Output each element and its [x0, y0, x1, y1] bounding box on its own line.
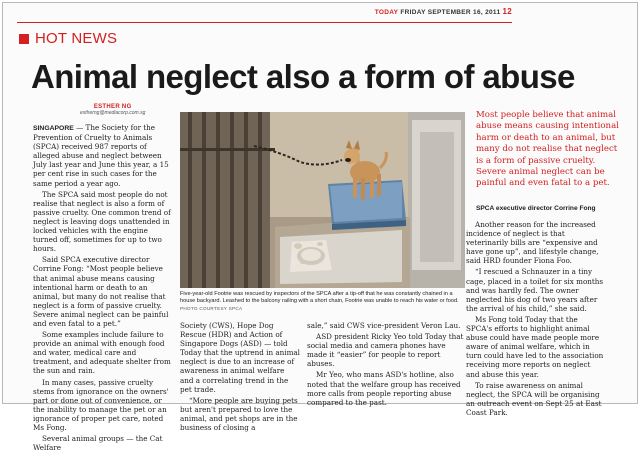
byline-email: estherng@mediacorp.com.sg	[80, 110, 146, 116]
pull-quote: Most people believe that animal abuse means causing intentional harm or death to an animal, but many do not realise that neglect is a form of passive cruelty. Severe animal neglect can be painful and even fatal to a pet.	[476, 110, 619, 189]
paragraph: Said SPCA executive director Corrine Fong: “Most people believe that animal abuse means causing intentional harm or death to an animal, but many do not realise that neglect is a form of passive cruelty. Severe animal neglect can be painful and even fatal to a pet.”	[33, 255, 169, 328]
paragraph	[33, 123, 173, 188]
byline-name: ESTHER NG	[93, 104, 132, 110]
byline	[80, 104, 145, 116]
section-label: HOT NEWS	[35, 30, 118, 47]
paragraph-text: — The Society for the Prevention of Cruelty to Animals (SPCA) received 987 reports of alleged abuse and neglect between July last year and June this year, a 15 per cent rise in such cases for the same period a year ago.	[33, 123, 169, 188]
pull-quote-attribution: SPCA executive director Corrine Fong	[476, 205, 596, 212]
paragraph: sale,” said CWS vice-president Veron Lau.	[307, 321, 461, 330]
article-column-4	[466, 220, 606, 419]
paragraph: Society (CWS), Hope Dog Rescue (HDR) and Action of Singapore Dogs (ASD) — told Today that the uptrend in animal neglect is due to an increase of awareness in animal welfare and a correlating trend in the pet trade.	[180, 321, 300, 394]
page-number: 12	[502, 7, 512, 16]
paragraph: Another reason for the increased incidence of neglect is that veterinarily bills are “expensive and have gone up”, and lifestyle change, said HRD founder Fiona Foo.	[466, 220, 599, 266]
paragraph: “More people are buying pets but aren't prepared to love the animal, and pet shops are in the business of closing a	[180, 395, 298, 433]
section-square-icon	[19, 34, 29, 44]
paragraph: ASD president Ricky Yeo told Today that social media and camera phones have made it “easier” for people to report abuses.	[307, 332, 464, 369]
paragraph: Mr Yeo, who mans ASD's hotline, also noted that the welfare group has received more calls from people reporting abuse compared to the past.	[307, 370, 461, 407]
paragraph: Ms Fong told Today that the SPCA's efforts to highlight animal abuse could have made people more aware of animal welfare, which in turn could have led to the association receiving more reports on neglect and abuse this year.	[466, 314, 604, 379]
paragraph: Some examples include failure to provide an animal with enough food and water, medical care and treatment, and adequate shelter from the sun and rain.	[33, 330, 171, 376]
publication-name: TODAY	[374, 9, 399, 16]
page-folio	[375, 7, 512, 16]
dog-photo-illustration	[180, 112, 465, 288]
dateline: SINGAPORE	[33, 125, 74, 132]
paragraph: The SPCA said most people do not realise that neglect is also a form of passive cruelty. One common trend of neglect is leaving dogs unattended in locked vehicles with the engine turned off, sometimes for up to two hours.	[33, 189, 171, 254]
article-photo	[180, 112, 465, 288]
paragraph: To raise awareness on animal neglect, the SPCA will be organising an outreach event on Sept 25 at East Coast Park.	[466, 380, 602, 417]
paragraph: Several animal groups — the Cat Welfare	[33, 434, 163, 453]
photo-caption	[180, 291, 465, 313]
issue-date: FRIDAY SEPTEMBER 16, 2011	[400, 9, 501, 16]
paragraph: “I rescued a Schnauzer in a tiny cage, placed in a toilet for six months and was hardly fed. The owner neglected his dog of two years after the arrival of his child,” she said.	[466, 267, 604, 313]
headline: Animal neglect also a form of abuse	[31, 58, 575, 95]
caption-text: Five-year-old Footrie was rescued by inspectors of the SPCA after a tip-off that he was constantly chained in a house backyard. Leashed to the balcony railing with a short chain, Footrie was unable to reach his water or food.	[180, 291, 459, 304]
article-column-2	[180, 321, 300, 434]
article-column-3	[307, 321, 465, 409]
article-column-1	[33, 123, 173, 454]
section-header	[19, 30, 117, 47]
photo-credit: PHOTO COURTESY SPCA	[180, 306, 243, 311]
paragraph: In many cases, passive cruelty stems from ignorance on the owners' part or done out of convenience, or the inability to manage the pet or an ignorance of proper pet care, noted Ms Fong.	[33, 377, 169, 432]
header-rule	[17, 22, 512, 23]
